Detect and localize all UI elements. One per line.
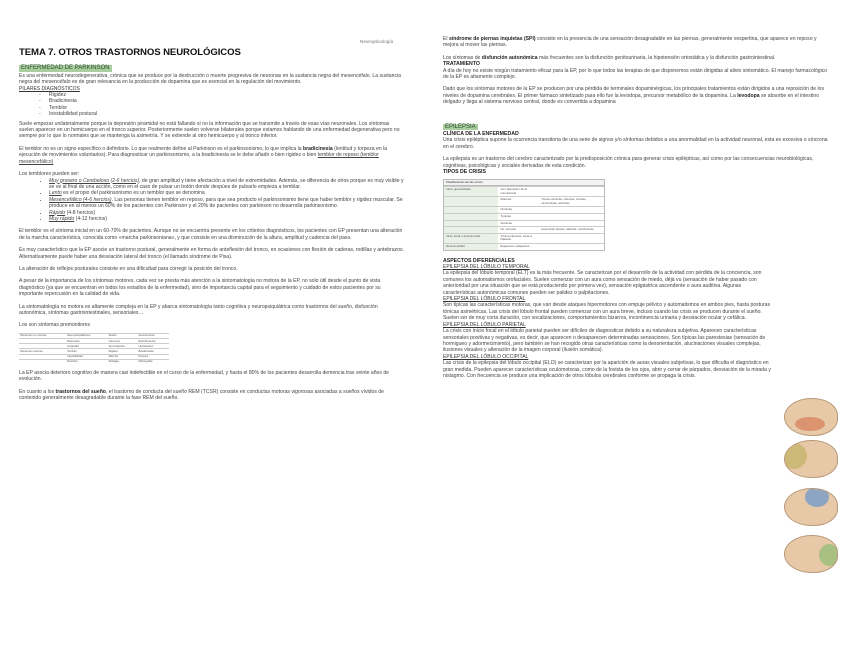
differential-text xyxy=(443,264,773,379)
section-parkinson-heading: ENFERMEDAD DE PARKINSON xyxy=(21,65,110,72)
page-header-label: Neuropsicología xyxy=(360,39,394,44)
symptom-table xyxy=(19,333,169,364)
left-column xyxy=(19,36,405,408)
list-item: • Mesencefálico (4-6 hercios). Las personas tienen temblor en reposo, para que sea producto el parkinsonismo tiene que haber temblor y rigidez muscular. Se produce en al menos un 60% de los pacientes con Parkinson y el 20% de pacientes con parkinson no desarrolla parkinsonismo. xyxy=(49,197,405,210)
brain-parietal-image xyxy=(784,488,838,526)
clinic-heading: CLÍNICA DE LA ENFERMEDAD xyxy=(443,131,519,138)
table-row: Síntomas motores Temblor Rigidez Bradicinesia xyxy=(19,349,169,354)
nonmotor-paragraph: A pesar de la importancia de los síntomas motores, cada vez se presta más atención a la sintomatología no motora de la EP, no solo útil desde el punto de vista diagnóstico (ya que se encuentran en todos los estadios de la enfermedad), sino de importancia capital para el seguimiento y cuidado de estos pacientes por su importante repercusión en la calidad de vida. xyxy=(19,278,381,298)
occipital-lobe-highlight xyxy=(819,544,838,566)
brain-frontal-image xyxy=(784,440,838,478)
crisis-paragraph: Una crisis epiléptica supone la ocurrencia transitoria de una serie de signos y/o síntomas debidos a una anormalidad en la actividad neuronal, esta es excesiva o síncrona en el cerebro. xyxy=(443,137,828,150)
differential-heading: ASPECTOS DIFERENCIALES xyxy=(443,257,515,264)
table-row: Inicio generalizado Con alteración de la consciencia xyxy=(444,187,604,197)
frontal-lobe-highlight xyxy=(784,443,807,469)
parietal-lobe-highlight xyxy=(805,488,829,507)
table-row: Inestabilidad Marcha Postura xyxy=(19,354,169,359)
brain-occipital-image xyxy=(784,535,838,573)
frontal-paragraph: Son típicas las características motoras, que van desde ataques hipermotores con empuje pélvico y automatismos en ambos pies, hasta posturas tónicas asimétricas. Las crisis del lóbulo frontal pueden comenzar con un aura breve, incluso cuando las crisis se producen durante el sueño. Suelen ser de muy corta duración, con vocalizaciones, comportamientos bizarros, incontinencia urinaria y desviación ocular y cefálica. xyxy=(443,302,771,322)
table-row: Ansiedad Somnolencia Hipotensión xyxy=(19,344,169,349)
list-item: - Rigidez xyxy=(49,92,405,98)
parkinson-intro: Es una enfermedad neurodegenerativa, crónica que se produce por la destrucción o muerte progresiva de neuronas en la sustancia negra del mesencéfalo. La sustancia negra del mesencéfalo es de gran relevancia en la producción de dopamina que es esencial en la regulación del movimiento. xyxy=(19,72,401,86)
crisis-types-heading: TIPOS DE CRISIS xyxy=(443,169,486,176)
levodopa-paragraph: Dado que los síntomas motores de la EP se producen por una pérdida de terminales dopaminérgicas, los principales tratamientos están dirigidos a una reposición de los niveles de dopamina cerebrales. El primer fármaco sintetizado para ello fue la levodopa, precursor metabólico de la dopamina. La levodopa se absorbe en el intestino delgado y llega al sistema nervioso central, donde es convertida a dopamina xyxy=(443,86,825,106)
onset-paragraph: Suele empezar unilateralmente porque la depresión piramidal no está fallando sí no la información que se transmite a través de esas vías neuronales. Los síntomas suelen aparecer en un hemicuerpo en el tronco superior. Posteriormente suelen volverse bilaterales porque estamos hablando de una enfermedad degenerativa pero no siempre por lo que lo normales que se mantenga la asimetría. Y se extiende al otro hemicuerpo y al tronco inferior. xyxy=(19,120,400,140)
tremor-paragraph: El temblor no es un signo específico o definitorio. Lo que realmente define al Parkinson es el parkinsonismo, lo que implica la bradicinesia (lentitud y torpeza en la ejecución de movimientos voluntarios). Para diagnosticar un parkinsonismo, a la bradicinesia se le debe añadir o bien rigidez o bien temblor de reposo (temblor mesencefálico) xyxy=(19,145,388,165)
table-row: Tónicas xyxy=(444,214,604,221)
brain-temporal-image xyxy=(784,398,838,436)
section-epilepsy-heading: EPILEPSIA xyxy=(445,123,476,130)
temporal-lobe-highlight xyxy=(795,417,825,431)
page-title: TEMA 7. OTROS TRASTORNOS NEUROLÓGICOS xyxy=(19,47,241,58)
table-row: Desconocidas Espasmos epilépticos xyxy=(444,244,604,250)
occipital-heading: EPILEPSIA DEL LÓBULO OCCIPITAL xyxy=(443,353,529,360)
occipital-paragraph: Las crisis de la epilepsia del lóbulo occipital (ELO) se caracterizan por la aparición de auras visuales subjetivas, lo que dificulta el diagnóstico en gran medida. Pueden aparecer características oculomotoras, como de la fovista de los ojos, abrir y cerrar de párpados, desviación de la mirada y nistagmo. Con frecuencia se produce una implicación de otros lóbulos cerebrales conforme se propaga la crisis. xyxy=(443,360,771,379)
rls-paragraph: El síndrome de piernas inquietas (SPI) consiste en la presencia de una sensación desagradable en las piernas, generalmente vespertina, que aparece en reposo y mejora al mover las piernas. xyxy=(443,36,817,49)
parietal-paragraph: La crisis con inicio focal en el lóbulo parietal pueden ser difíciles de diagnosticar debido a su naturaleza subjetiva. Aparecen características sensoriales positivas y negativas, es decir, que aparecen o desaparecen determinadas sensaciones. Son típicas las parestesias (sensación de hormigueo y adormecimiento), pero también se han recogido otras características como la desorientación, alucinaciones visuales complejas, ilusiones visuales y alteración de la imagen corporal (ilusión somática). xyxy=(443,328,766,354)
criteria-label: PILARES DIAGNÓSTICOS xyxy=(19,85,80,92)
table-row: Clónicas xyxy=(444,207,604,214)
list-item: • Rápido (4-8 hercios) xyxy=(49,210,405,216)
decline-paragraph: La EP asocia deterioro cognitivo de manera casi indefectible en el curso de la enfermedad, y hasta el 80% de los pacientes desarrolla demencia tras veinte años de evolución. xyxy=(19,370,389,383)
table-row: Disartria Disfagia Micrografía xyxy=(19,359,169,364)
list-item: - Temblor xyxy=(49,105,405,111)
table-row: Atónicas xyxy=(444,220,604,227)
table-row: Síntomas no motores Neuropsiquiátricos Sueño Autonómicos xyxy=(19,333,169,338)
autonomic-paragraph: Los síntomas de disfunción autonómica más frecuentes son la disfunción genitourinaria, la hipotensión ortostática y la disfunción gastrointestinal. xyxy=(443,54,776,61)
list-item: • Muy grosero o Cerebeloso (2-6 hercios), de gran amplitud y tiene afectación a nivel de extremidades. Además, se diferencia de otros porque es muy visible y se ve al final de una acción, como en el caso de pulsar un botón donde despúes de pulsarlo empieza a temblar. xyxy=(49,178,405,191)
treatment-heading: TRATAMIENTO xyxy=(443,61,480,68)
epilepsy-paragraph: La epilepsia es un trastorno del cerebro caracterizado por la predisposición crónica para generar crisis epilépticas, así como por las consecuencias neurobiológicas, cognitivas, psicológicas y sociales derivadas de esta condición. xyxy=(443,156,814,169)
table-row: Motoras Tónico-clónicas, clónicas, tónicas, mioclónicas, atónicas xyxy=(444,197,604,207)
reflex-paragraph: La alteración de reflejos posturales consiste en una dificultad para corregir la posición del tronco. xyxy=(19,265,238,272)
posture-paragraph: Es muy característico que la EP asocie un trastorno postural, generalmente en forma de anteflexión del tronco, en ocasiones con flexión de caderas, rodillas y antebrazos. Alternativamente puede haber una desviación lateral del tronco (el llamado síndrome de Pisa). xyxy=(19,247,404,260)
list-item: • Muy rápido (4-12 hercios) xyxy=(49,216,405,222)
sleep-paragraph: En cuanto a los trastornos del sueño, el trastorno de conducta del sueño REM (TCSR) consiste en conductas motoras vigorosas asociadas a sueños vívidos de contenido generalmente desagradable durante la fase REM del sueño. xyxy=(19,388,384,402)
table-row: Inicio focal o desconocido Tónico-clónicas, focal a bilateral xyxy=(444,233,604,243)
tremor-types-list xyxy=(19,178,405,223)
crisis-classification-table xyxy=(443,179,605,251)
criteria-list xyxy=(19,92,405,118)
tremor-types-label: Los temblores pueden ser: xyxy=(19,171,80,178)
temporal-paragraph: La epilepsia del lóbulo temporal (ELT) es la más frecuente. Se caracterizan por el desarrollo de la actividad con pérdida de la conciencia, son comunes los automatismos orofaciales. Suelen comenzar con un aura como sensación de miedo, déjà vu (sensación de haber pasado con anterioridad por una situación que se está produciendo por primera vez), sensación epigástrica ascendente o aura auditiva. Algunas características autonómicas comunes pueden ser palidez o palpitaciones. xyxy=(443,270,762,296)
temporal-heading: EPILEPSIA DEL LÓBULO TEMPORAL xyxy=(443,264,530,271)
table-row: No motoras Ausencias típicas, atípicas, mioclónicas xyxy=(444,227,604,234)
right-column xyxy=(443,36,833,385)
crisis-table-title: Clasificación de las crisis xyxy=(444,180,604,187)
table-row: Depresión Insomnio Estreñimiento xyxy=(19,339,169,344)
nonmotor-label: Los son síntomas premonitores xyxy=(19,322,91,329)
symptom-paragraph: La sintomatología no motora es altamente compleja en la EP y abarca sintomatología tanto cognitiva y neuropsiquiátrica como trastornos del sueño, disfunción autonómica, síntomas gastrointestinales, sensoriales… xyxy=(19,303,378,316)
tremor-initial-paragraph: El temblor es el síntoma inicial en un 60-70% de pacientes. Aunque no se encuentra presente en los criterios diagnósticos, los pacientes con EP presentan una alteración de la marcha característica, conocida como «marcha parkinsoniana», y que consiste en una disminución de la altura, amplitud y cadencia del paso. xyxy=(19,228,403,241)
frontal-heading: EPILEPSIA DEL LÓBULO FRONTAL xyxy=(443,296,526,303)
treatment-paragraph: A día de hoy no existe ningún tratamiento eficaz para la EP, por lo que todos las terapias de que disponemos están dirigidas al alivio sintomático. El manejo farmacológico de la EP es altamente complejo. xyxy=(443,67,828,81)
parietal-heading: EPILEPSIA DEL LÓBULO PARIETAL xyxy=(443,321,526,328)
list-item: - Inestabilidad postural xyxy=(49,111,405,117)
list-item: • Lento es el propio del parkinsonismo es un temblor que se denomina xyxy=(49,190,405,196)
list-item: - Bradicinesia xyxy=(49,98,405,104)
